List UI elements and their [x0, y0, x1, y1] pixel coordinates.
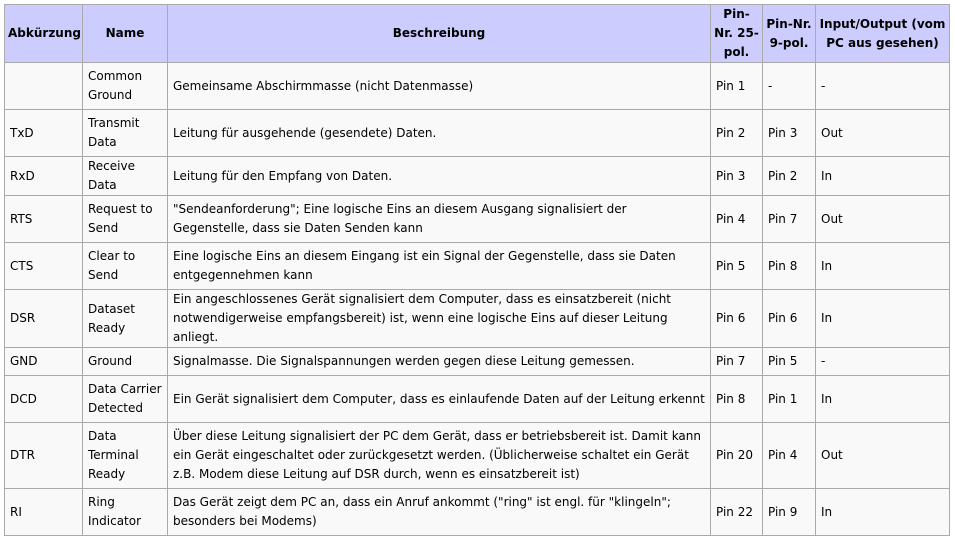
header-row — [5, 5, 950, 63]
header-pin-25: Pin-Nr. 25-pol. — [711, 5, 763, 63]
cell-description: Signalmasse. Die Signalspannungen werden gegen diese Leitung gemessen. — [168, 348, 711, 376]
cell-pin-25: Pin 3 — [711, 157, 763, 196]
header-beschreibung: Beschreibung — [168, 5, 711, 63]
cell-abbreviation: RTS — [5, 196, 83, 243]
cell-pin-9: - — [763, 63, 816, 110]
table-row — [5, 110, 950, 157]
cell-direction: Out — [816, 196, 950, 243]
cell-pin-25: Pin 1 — [711, 63, 763, 110]
table-row — [5, 290, 950, 348]
table-row — [5, 196, 950, 243]
cell-pin-25: Pin 7 — [711, 348, 763, 376]
header-abkuerzung: Abkürzung — [5, 5, 83, 63]
cell-direction: Out — [816, 110, 950, 157]
cell-pin-25: Pin 20 — [711, 423, 763, 489]
cell-pin-25: Pin 8 — [711, 376, 763, 423]
header-pin-9: Pin-Nr. 9-pol. — [763, 5, 816, 63]
cell-name: Receive Data — [83, 157, 168, 196]
cell-pin-9: Pin 3 — [763, 110, 816, 157]
cell-description: Leitung für ausgehende (gesendete) Daten. — [168, 110, 711, 157]
cell-description: "Sendeanforderung"; Eine logische Eins an diesem Ausgang signalisiert der Gegenstelle, dass sie Daten Senden kann — [168, 196, 711, 243]
cell-abbreviation: RI — [5, 489, 83, 536]
cell-pin-9: Pin 5 — [763, 348, 816, 376]
cell-direction: - — [816, 348, 950, 376]
table-row — [5, 348, 950, 376]
table-row — [5, 376, 950, 423]
cell-direction: In — [816, 489, 950, 536]
cell-description: Über diese Leitung signalisiert der PC dem Gerät, dass er betriebsbereit ist. Damit kann ein Gerät eingeschaltet oder zurückgesetzt werden. (Üblicherweise schaltet ein Gerät z.B. Modem diese Leitung auf DSR durch, wenn es einsatzbereit ist) — [168, 423, 711, 489]
cell-description: Ein angeschlossenes Gerät signalisiert dem Computer, dass es einsatzbereit (nicht notwendigerweise empfangsbereit) ist, wenn eine logische Eins auf dieser Leitung anliegt. — [168, 290, 711, 348]
table-row — [5, 423, 950, 489]
cell-pin-9: Pin 6 — [763, 290, 816, 348]
table-row — [5, 63, 950, 110]
table-row — [5, 243, 950, 290]
cell-pin-25: Pin 6 — [711, 290, 763, 348]
cell-direction: Out — [816, 423, 950, 489]
pin-assignment-table — [4, 4, 950, 536]
cell-direction: In — [816, 157, 950, 196]
cell-pin-9: Pin 4 — [763, 423, 816, 489]
cell-description: Gemeinsame Abschirmmasse (nicht Datenmasse) — [168, 63, 711, 110]
cell-pin-25: Pin 5 — [711, 243, 763, 290]
cell-description: Ein Gerät signalisiert dem Computer, dass es einlaufende Daten auf der Leitung erkennt — [168, 376, 711, 423]
cell-direction: In — [816, 290, 950, 348]
cell-pin-9: Pin 8 — [763, 243, 816, 290]
pin-table-container — [4, 4, 950, 536]
table-row — [5, 157, 950, 196]
cell-name: Request to Send — [83, 196, 168, 243]
cell-abbreviation: DSR — [5, 290, 83, 348]
cell-direction: - — [816, 63, 950, 110]
cell-description: Eine logische Eins an diesem Eingang ist ein Signal der Gegenstelle, dass sie Daten entgegennehmen kann — [168, 243, 711, 290]
cell-abbreviation: GND — [5, 348, 83, 376]
cell-name: Common Ground — [83, 63, 168, 110]
cell-name: Ring Indicator — [83, 489, 168, 536]
cell-pin-25: Pin 4 — [711, 196, 763, 243]
cell-name: Data Terminal Ready — [83, 423, 168, 489]
cell-pin-25: Pin 2 — [711, 110, 763, 157]
cell-description: Leitung für den Empfang von Daten. — [168, 157, 711, 196]
cell-pin-25: Pin 22 — [711, 489, 763, 536]
cell-direction: In — [816, 376, 950, 423]
cell-pin-9: Pin 9 — [763, 489, 816, 536]
table-row — [5, 489, 950, 536]
header-input-output: Input/Output (vom PC aus gesehen) — [816, 5, 950, 63]
header-name: Name — [83, 5, 168, 63]
cell-direction: In — [816, 243, 950, 290]
cell-name: Dataset Ready — [83, 290, 168, 348]
cell-name: Ground — [83, 348, 168, 376]
cell-pin-9: Pin 1 — [763, 376, 816, 423]
cell-abbreviation: TxD — [5, 110, 83, 157]
cell-description: Das Gerät zeigt dem PC an, dass ein Anruf ankommt ("ring" ist engl. für "klingeln"; besonders bei Modems) — [168, 489, 711, 536]
cell-name: Data Carrier Detected — [83, 376, 168, 423]
cell-abbreviation: DCD — [5, 376, 83, 423]
cell-abbreviation: DTR — [5, 423, 83, 489]
cell-name: Transmit Data — [83, 110, 168, 157]
cell-name: Clear to Send — [83, 243, 168, 290]
cell-abbreviation: RxD — [5, 157, 83, 196]
cell-abbreviation: CTS — [5, 243, 83, 290]
cell-pin-9: Pin 7 — [763, 196, 816, 243]
cell-abbreviation — [5, 63, 83, 110]
cell-pin-9: Pin 2 — [763, 157, 816, 196]
